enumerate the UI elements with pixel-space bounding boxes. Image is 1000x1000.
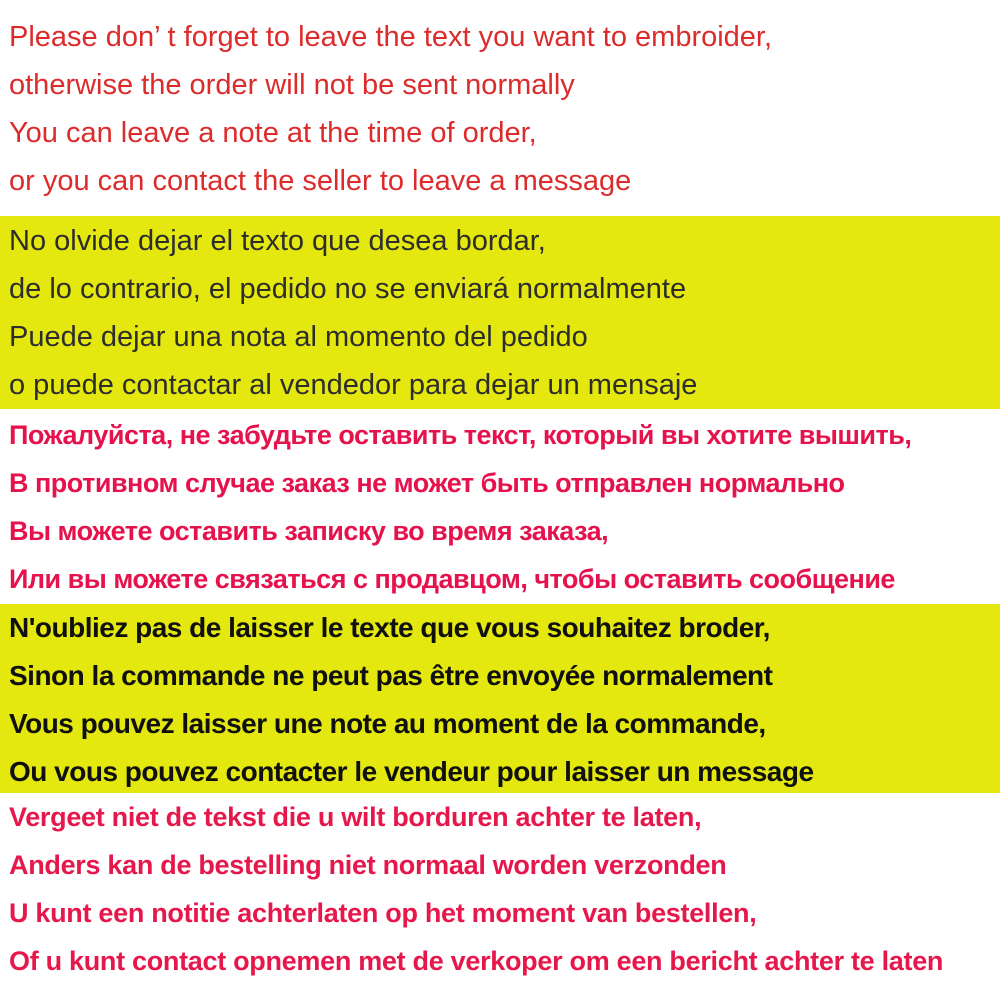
notice-line: U kunt een notitie achterlaten op het moment van bestellen,: [9, 898, 757, 928]
notice-line: Или вы можете связаться с продавцом, чтобы оставить сообщение: [9, 564, 895, 594]
notice-block-french: [0, 604, 1000, 793]
notice-line: Of u kunt contact opnemen met de verkoper om een bericht achter te laten: [9, 946, 944, 976]
notice-line: de lo contrario, el pedido no se enviará normalmente: [9, 273, 687, 305]
notice-line: Anders kan de bestelling niet normaal worden verzonden: [9, 850, 727, 880]
notice-line: No olvide dejar el texto que desea bordar,: [9, 225, 546, 257]
notice-line: otherwise the order will not be sent normally: [9, 69, 575, 101]
notice-line: Пожалуйста, не забудьте оставить текст, который вы хотите вышить,: [9, 420, 912, 450]
notice-block-english: [0, 0, 1000, 216]
notice-line: В противном случае заказ не может быть отправлен нормально: [9, 468, 845, 498]
notice-line: Vous pouvez laisser une note au moment de la commande,: [9, 708, 766, 739]
notice-line: Ou vous pouvez contacter le vendeur pour laisser un message: [9, 756, 814, 787]
notice-line: Vergeet niet de tekst die u wilt borduren achter te laten,: [9, 802, 702, 832]
notice-line: Вы можете оставить записку во время заказа,: [9, 516, 609, 546]
notice-line: or you can contact the seller to leave a message: [9, 165, 632, 197]
notice-line: Sinon la commande ne peut pas être envoyée normalement: [9, 660, 773, 691]
notice-block-spanish: [0, 216, 1000, 409]
notice-line: You can leave a note at the time of order,: [9, 117, 537, 149]
notice-line: Puede dejar una nota al momento del pedido: [9, 321, 588, 353]
notice-line: o puede contactar al vendedor para dejar un mensaje: [9, 369, 698, 401]
notice-line: Please don’ t forget to leave the text you want to embroider,: [9, 21, 773, 53]
notice-block-dutch: [0, 793, 1000, 1000]
notice-block-russian: [0, 409, 1000, 604]
notice-line: N'oubliez pas de laisser le texte que vous souhaitez broder,: [9, 612, 770, 643]
